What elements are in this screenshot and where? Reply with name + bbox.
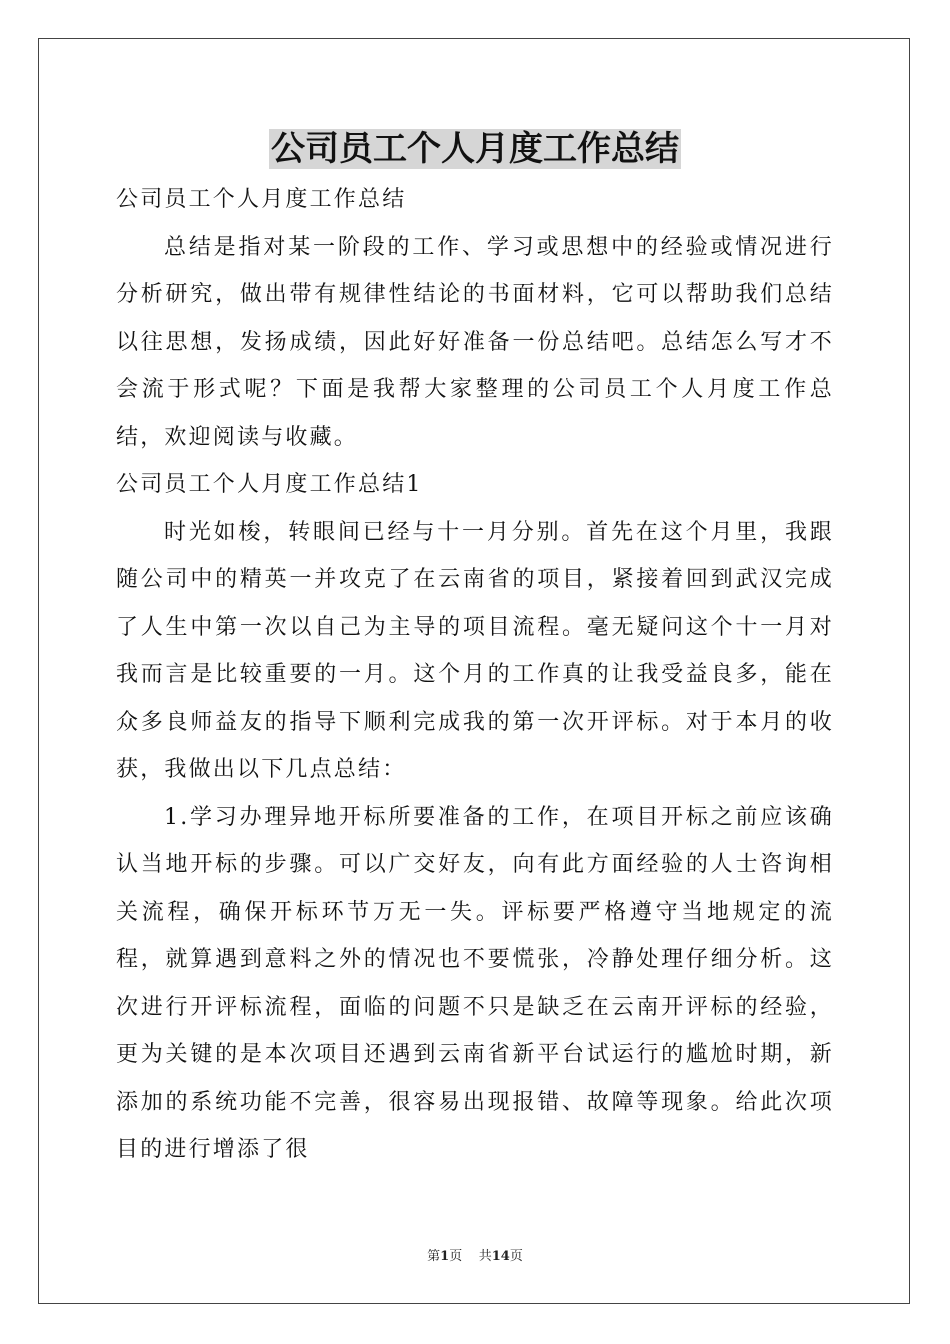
paragraph-intro: 总结是指对某一阶段的工作、学习或思想中的经验或情况进行分析研究，做出带有规律性结论的书面材料，它可以帮助我们总结以往思想，发扬成绩，因此好好准备一份总结吧。总结怎么写才不会流于形式呢？下面是我帮大家整理的公司员工个人月度工作总结，欢迎阅读与收藏。 bbox=[116, 234, 834, 450]
footer-page-prefix: 第 bbox=[427, 1249, 441, 1264]
footer-page-number: 1 bbox=[440, 1249, 450, 1264]
page-footer bbox=[0, 1248, 950, 1266]
paragraph-list-item: 1.学习办理异地开标所要准备的工作，在项目开标之前应该确认当地开标的步骤。可以广交好友，向有此方面经验的人士咨询相关流程，确保开标环节万无一失。评标要严格遵守当地规定的流程，就算遇到意料之外的情况也不要慌张，冷静处理仔细分析。这次进行开评标流程，面临的问题不只是缺乏在云南开评标的经验，更为关键的是本次项目还遇到云南省新平台试运行的尴尬时期，新添加的系统功能不完善，很容易出现报错、故障等现象。给此次项目的进行增添了很 bbox=[116, 804, 834, 1162]
document-title-text: 公司员工个人月度工作总结 bbox=[271, 129, 679, 169]
paragraph-body: 时光如梭，转眼间已经与十一月分别。首先在这个月里，我跟随公司中的精英一并攻克了在云南省的项目，紧接着回到武汉完成了人生中第一次以自己为主导的项目流程。毫无疑问这个十一月对我而言是比较重要的一月。这个月的工作真的让我受益良多，能在众多良师益友的指导下顺利完成我的第一次开评标。对于本月的收获，我做出以下几点总结： bbox=[116, 519, 834, 782]
paragraph-subtitle: 公司员工个人月度工作总结 bbox=[116, 187, 407, 212]
footer-total-suffix: 页 bbox=[509, 1249, 523, 1264]
document-body bbox=[116, 176, 834, 1174]
document-title bbox=[0, 126, 950, 172]
footer-total-prefix: 共 bbox=[478, 1249, 492, 1264]
footer-page-suffix: 页 bbox=[449, 1249, 463, 1264]
paragraph-section-heading: 公司员工个人月度工作总结1 bbox=[116, 472, 423, 497]
footer-total-pages: 14 bbox=[491, 1249, 510, 1264]
